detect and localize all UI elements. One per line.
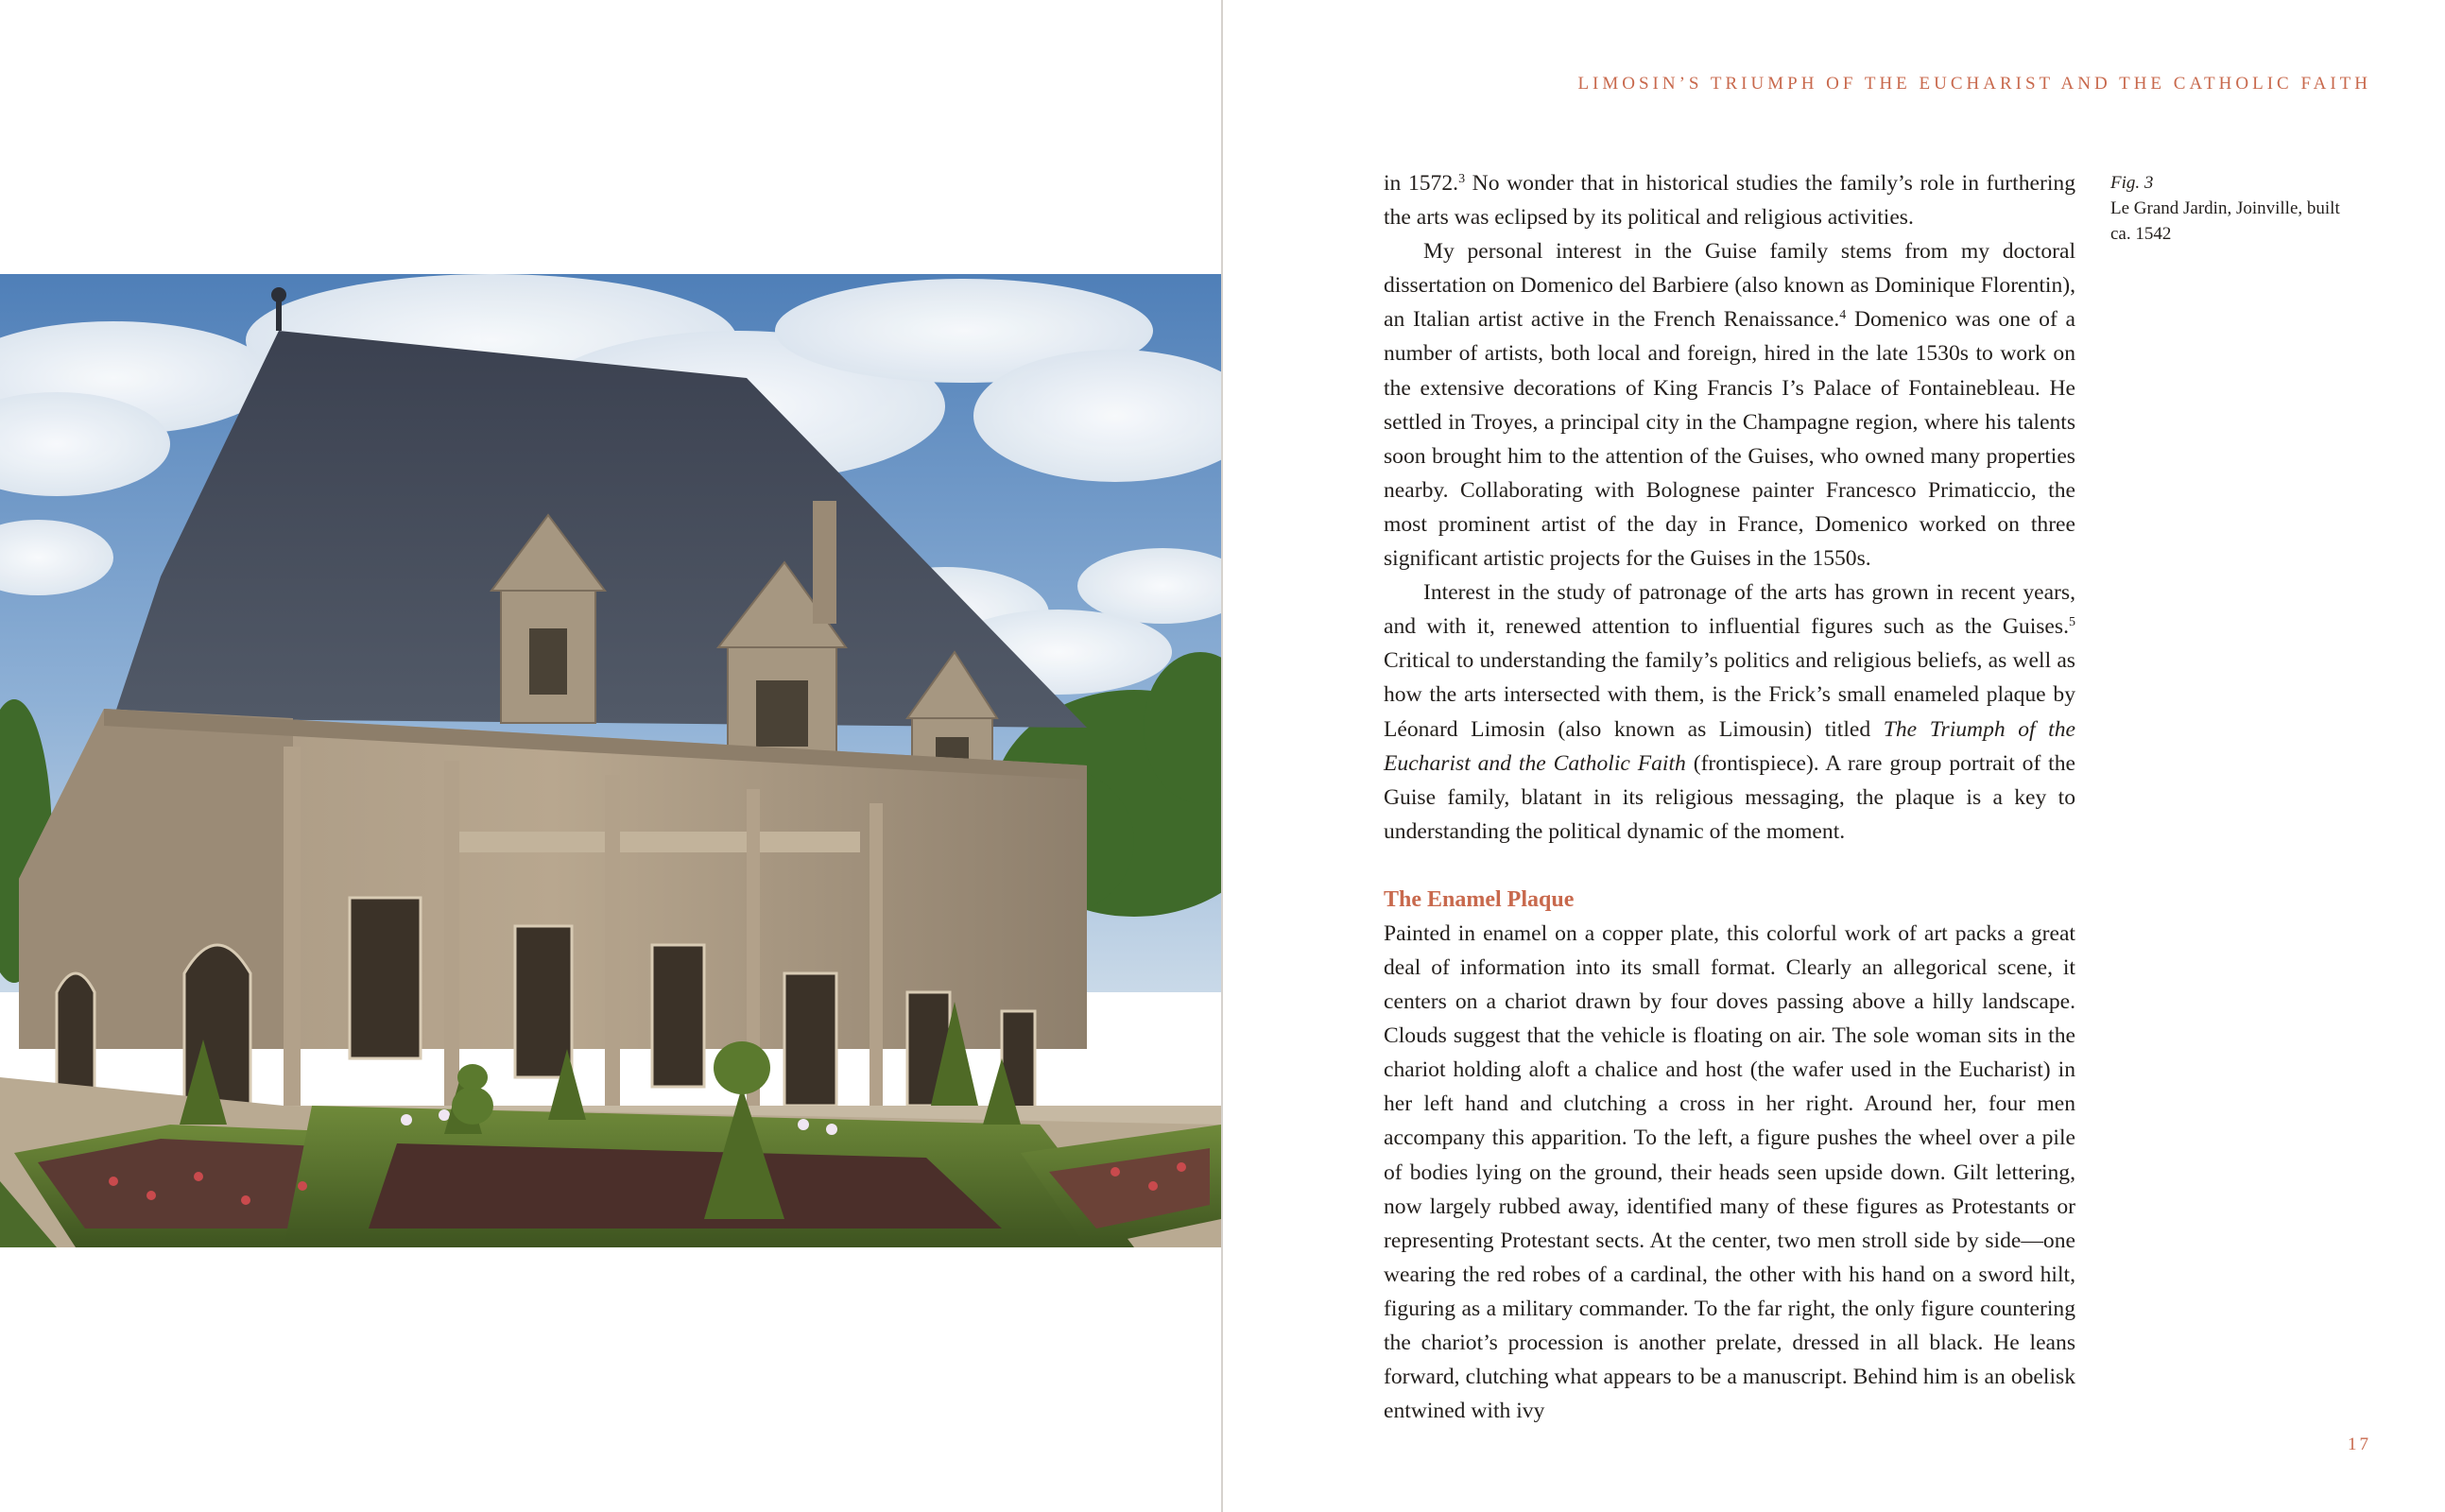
running-head: LIMOSIN’S TRIUMPH OF THE EUCHARIST AND THE CATHOLIC FAITH xyxy=(1577,74,2371,94)
p3-text-b: Critical to understanding the family’s politics and religious beliefs, as well as how the arts intersected with them, is the Frick’s small enameled plaque by Léonard Limosin (also known as Limousin) titled xyxy=(1384,648,2075,742)
chateau-garden-photo xyxy=(0,274,1221,1247)
paragraph-1 xyxy=(1384,166,2075,234)
p1-text-a: in 1572. xyxy=(1384,171,1459,196)
paragraph-2 xyxy=(1384,234,2075,576)
p2-text-a: My personal interest in the Guise family stems from my doctoral dissertation on Domenico del Barbiere (also known as Dominique Florentin), an Italian artist active in the French Renaissance. xyxy=(1384,239,2075,333)
section-heading: The Enamel Plaque xyxy=(1384,886,1575,912)
left-page xyxy=(0,0,1221,1512)
footnote-ref-3[interactable]: 3 xyxy=(1458,172,1466,186)
footnote-ref-4[interactable]: 4 xyxy=(1839,308,1847,323)
right-page xyxy=(1223,0,2445,1512)
page-number: 17 xyxy=(2348,1435,2371,1454)
caption-line-1: Le Grand Jardin, Joinville, built xyxy=(2110,198,2340,218)
figure-number: Fig. 3 xyxy=(2110,173,2154,193)
artwork-title: The Triumph of the Eucharist and the Catholic Faith xyxy=(1384,716,2075,776)
p1-text-b: No wonder that in historical studies the family’s role in furthering the arts was eclipsed by its political and religious activities. xyxy=(1384,171,2075,231)
p3-text-a: Interest in the study of patronage of the arts has grown in recent years, and with it, renewed attention to influential figures such as the Guises. xyxy=(1384,580,2075,640)
figure-caption xyxy=(2110,170,2356,247)
p3-text-c: (frontispiece). A rare group portrait of the Guise family, blatant in its religious messaging, the plaque is a key to understanding the political dynamic of the moment. xyxy=(1384,750,2075,844)
body-text xyxy=(1384,166,2075,1428)
caption-line-2: ca. 1542 xyxy=(2110,224,2172,244)
p2-text-b: Domenico was one of a number of artists, both local and foreign, hired in the late 1530s to work on the extensive decorations of King Francis I’s Palace of Fontainebleau. He settled in Troyes, a principal city in the Champagne region, where his talents soon brought him to the attention of the Guises, who owned many properties nearby. Collaborating with Bolognese painter Francesco Primaticcio, the most prominent artist of the day in France, Domenico worked on three significant artistic projects for the Guises in the 1550s. xyxy=(1384,307,2075,572)
chateau-garden-illustration xyxy=(0,274,1221,1247)
paragraph-4: Painted in enamel on a copper plate, this colorful work of art packs a great deal of information into its small format. Clearly an allegorical scene, it centers on a chariot drawn by four doves passing above a hilly landscape. Clouds suggest that the vehicle is floating on air. The sole woman sits in the chariot holding aloft a chalice and host (the wafer used in the Eucharist) in her left hand and clutching a cross in her right. Around her, four men accompany this apparition. To the left, a figure pushes the wheel over a pile of bodies lying on the ground, their heads seen upside down. Gilt lettering, now largely rubbed away, identified many of these figures as Protestants or representing Protestant sects. At the center, two men stroll side by side—one wearing the red robes of a cardinal, the other with his hand on a sword hilt, figuring as a military commander. To the far right, the only figure countering the chariot’s procession is another prelate, dressed in all black. He leans forward, clutching what appears to be a manuscript. Behind him is an obelisk entwined with ivy xyxy=(1384,920,2075,1424)
footnote-ref-5[interactable]: 5 xyxy=(2069,615,2075,630)
paragraph-3 xyxy=(1384,576,2075,849)
